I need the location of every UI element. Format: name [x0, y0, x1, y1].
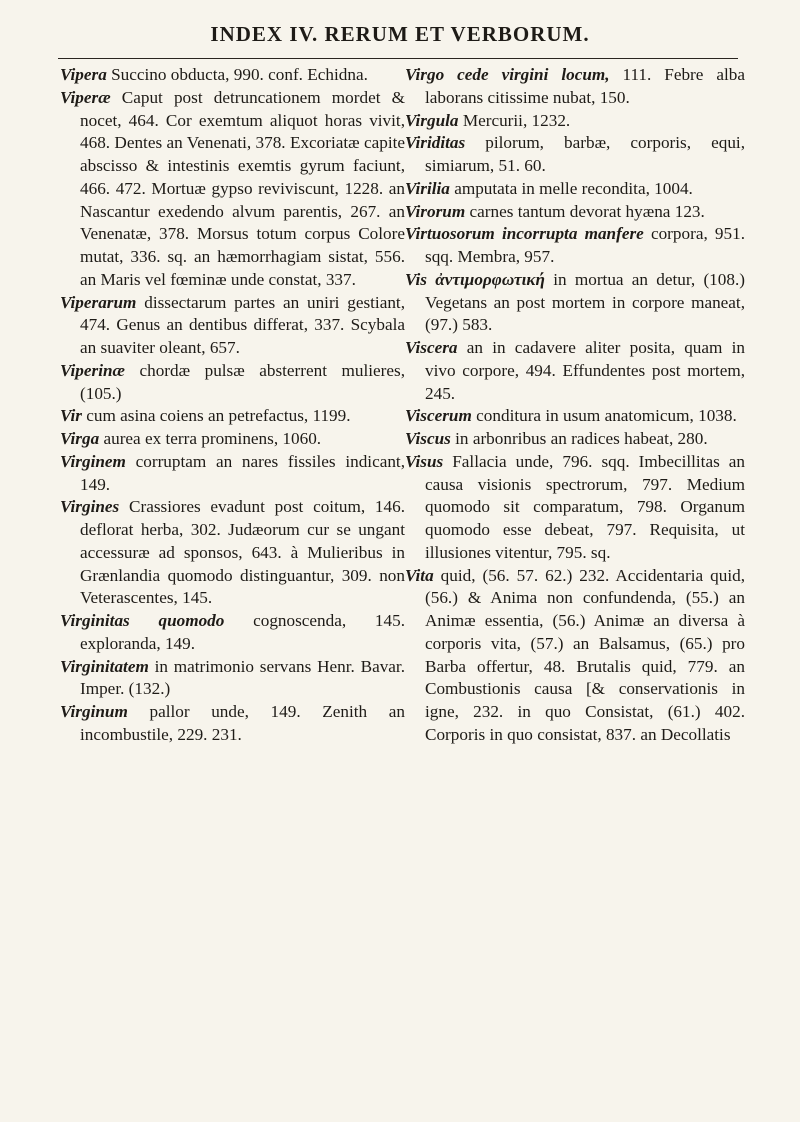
- entry-text: an in cadavere aliter posita, quam in vivo corpore, 494. Effundentes post mortem, 245.: [425, 338, 745, 403]
- index-entry: [60, 428, 405, 451]
- index-entry: [60, 701, 405, 747]
- entry-text: in arbonribus an radices habeat, 280.: [450, 429, 708, 448]
- entry-text: Caput post detruncationem mordet & nocet, 464. Cor exemtum aliquot horas vivit, 468. Dentes an Venenati, 378. Excoriatæ capite abscisso & intestinis exemtis gyrum faciunt, 466. 472. Mortuæ gypso reviviscunt, 1228. an Nascantur exedendo alvum parentis, 267. an Venenatæ, 378. Morsus totum corpus Colore mutat, 336. sq. an hæmorrhagiam sistat, 556. an Maris vel fœminæ unde constat, 337.: [80, 87, 405, 289]
- entry-headword: Viperæ: [60, 87, 111, 107]
- entry-headword: Vir: [60, 406, 82, 426]
- right-column: [405, 64, 745, 747]
- index-entry: [60, 360, 405, 406]
- index-entry: [405, 132, 745, 178]
- entry-headword: Vis ἀντιμορφωτική: [405, 269, 545, 289]
- entry-headword: Viperinæ: [60, 360, 125, 380]
- entry-headword: Visus: [405, 451, 444, 471]
- entry-text: in matrimonio servans Henr. Bavar. Imper. (132.): [80, 656, 405, 699]
- index-entry: [405, 64, 745, 110]
- entry-text: corpora, 951. sqq. Membra, 957.: [425, 224, 745, 266]
- index-entry: [60, 405, 405, 428]
- entry-headword: Viperarum: [60, 292, 137, 312]
- left-column: [60, 64, 405, 747]
- entry-text: Mercurii, 1232.: [458, 110, 571, 130]
- index-entry: [60, 87, 405, 292]
- index-entry: [405, 178, 745, 201]
- index-entry: [60, 292, 405, 360]
- index-entry: [405, 223, 745, 269]
- index-entry: [405, 405, 745, 428]
- entry-text: corruptam an nares fissiles indicant, 149.: [80, 451, 405, 494]
- entry-headword: Viscerum: [405, 406, 472, 426]
- index-entry: [405, 337, 745, 405]
- running-head: INDEX IV. RERUM ET VERBORUM.: [210, 22, 590, 46]
- entry-text: Fallacia unde, 796. sqq. Imbecillitas an causa visionis spectrorum, 797. Medium quomodo sit comparatum, 798. Organum quomodo esse debeat, 797. Requisita, ut illusiones vitentur, 795. sq.: [425, 451, 745, 562]
- entry-text: cognoscenda, 145. exploranda, 149.: [80, 611, 405, 653]
- entry-text: Crassiores evadunt post coitum, 146. deflorat herba, 302. Judæorum cur se ungant accessuræ ad sponsos, 643. à Mulieribus in Grænlandia quomodo distinguantur, 309. non Veterascentes, 145.: [80, 497, 405, 608]
- entry-headword: Virgines: [60, 497, 120, 517]
- index-entry: [405, 269, 745, 337]
- entry-headword: Virga: [60, 429, 100, 448]
- index-entry: [60, 496, 405, 610]
- index-entry: [60, 451, 405, 497]
- entry-headword: Virorum: [405, 201, 466, 221]
- entry-headword: Vipera: [60, 65, 107, 84]
- index-entry: [60, 64, 405, 87]
- entry-headword: Virilia: [405, 178, 450, 198]
- entry-headword: Viriditas: [405, 133, 466, 153]
- entry-text: quid, (56. 57. 62.) 232. Accidentaria quid, (56.) & Anima non confundenda, (55.) an Animæ essentia, (56.) Animæ an diversa à corporis vita, (57.) an Balsamus, (65.) pro Barba offertur, 48. Brutalis quid, 779. an Combustionis causa [& conservationis in igne, 232. in quo Consistat, (61.) 402. Corporis in quo consistat, 837. an Decollatis: [425, 565, 745, 744]
- entry-text: conditura in usum anatomicum, 1038.: [471, 406, 737, 426]
- entry-headword: Vita: [405, 565, 434, 585]
- entry-text: 111. Febre alba laborans citissime nubat, 150.: [425, 65, 745, 107]
- entry-text: dissectarum partes an uniri gestiant, 474. Genus an dentibus differat, 337. Scybala an suaviter oleant, 657.: [80, 292, 405, 357]
- entry-headword: Virgo cede virgini locum,: [405, 65, 610, 84]
- entry-headword: Virginum: [60, 702, 128, 721]
- entry-text: in mortua an detur, (108.) Vegetans an post mortem in corpore maneat, (97.) 583.: [425, 269, 745, 335]
- entry-text: chordæ pulsæ absterrent mulieres, (105.): [80, 360, 405, 403]
- index-entry: [60, 656, 405, 702]
- index-entry: [60, 610, 405, 656]
- index-entry: [405, 110, 745, 133]
- entry-text: cum asina coiens an petrefactus, 1199.: [81, 406, 351, 426]
- index-entry: [405, 565, 745, 747]
- entry-headword: Virtuosorum incorrupta manfere: [405, 224, 644, 244]
- entry-headword: Virginitas quomodo: [60, 611, 225, 630]
- header-rule: [58, 58, 738, 59]
- entry-headword: Viscera: [405, 338, 458, 357]
- entry-headword: Virgula: [405, 110, 459, 130]
- entry-text: amputata in melle recondita, 1004.: [449, 178, 693, 198]
- entry-headword: Virginitatem: [60, 656, 149, 676]
- entry-text: pallor unde, 149. Zenith an incombustile, 229. 231.: [80, 702, 405, 744]
- index-entry: [405, 201, 745, 224]
- index-entry: [405, 451, 745, 565]
- entry-text: Succino obducta, 990. conf. Echidna.: [106, 65, 368, 84]
- entry-text: aurea ex terra prominens, 1060.: [99, 429, 322, 448]
- entry-headword: Virginem: [60, 451, 126, 471]
- index-entry: [405, 428, 745, 451]
- entry-text: carnes tantum devorat hyæna 123.: [465, 201, 705, 221]
- entry-text: pilorum, barbæ, corporis, equi, simiarum, 51. 60.: [425, 133, 745, 175]
- entry-headword: Viscus: [405, 429, 451, 448]
